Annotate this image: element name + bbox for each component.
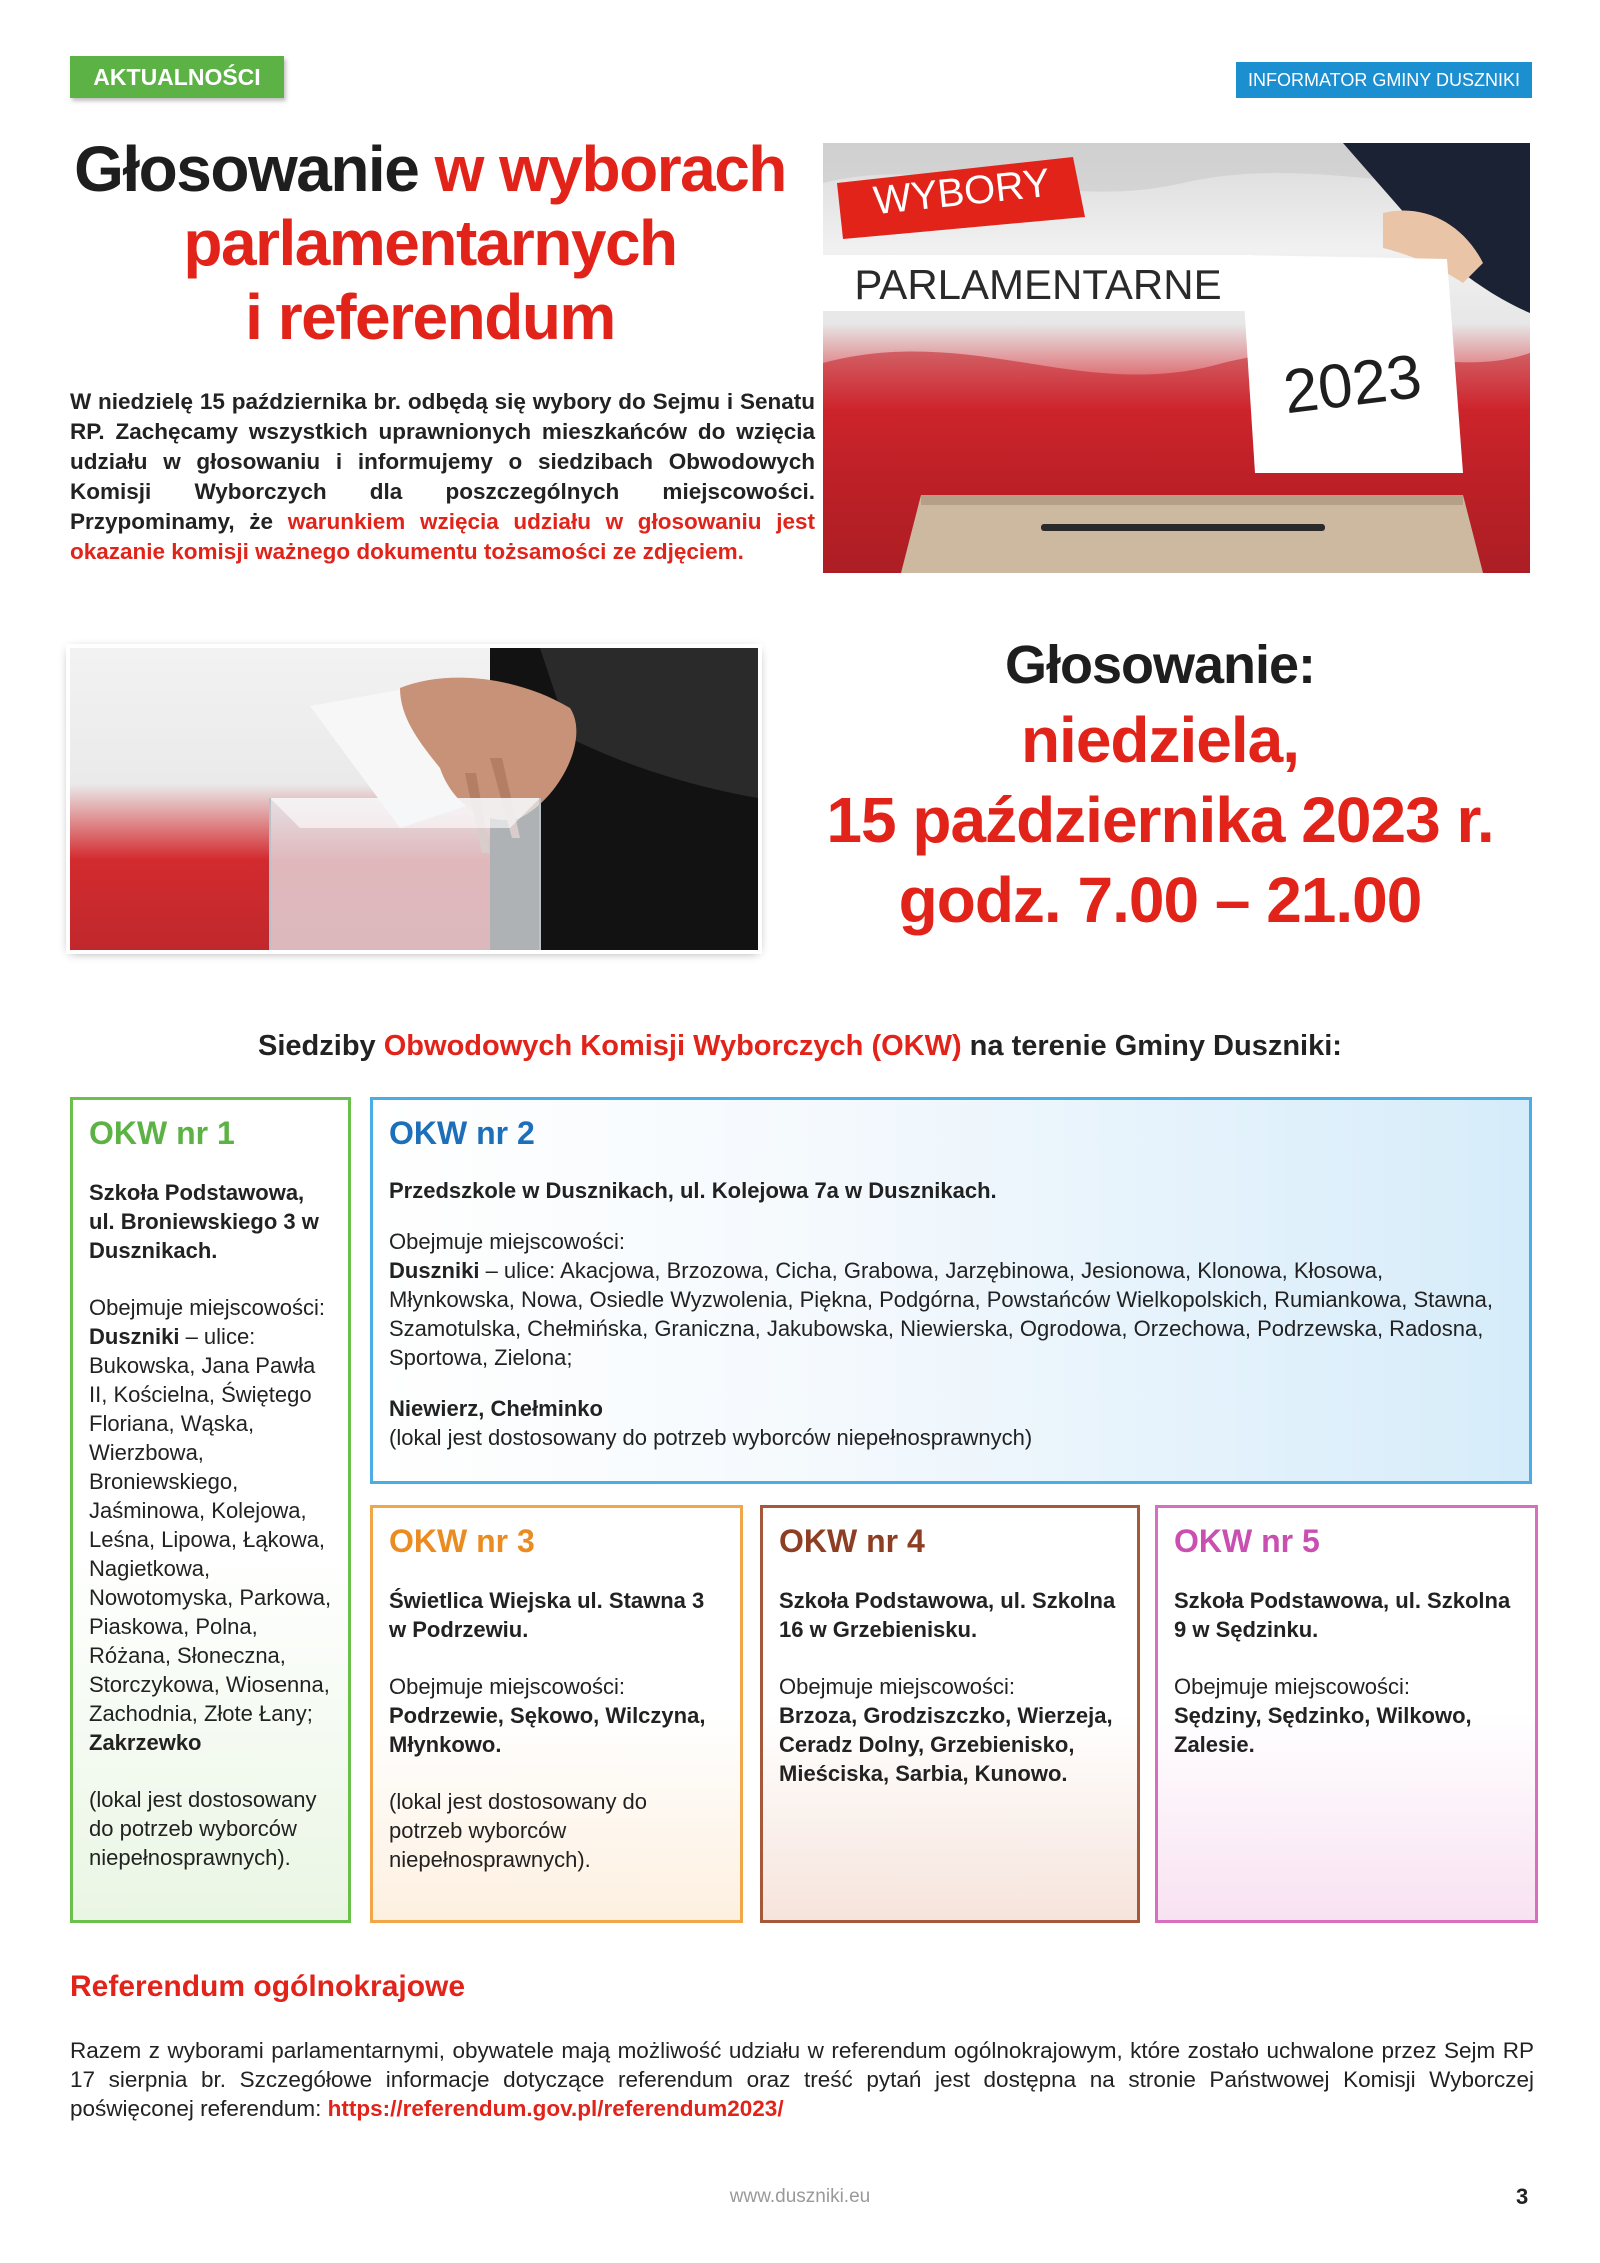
okw-box-3 — [370, 1505, 743, 1923]
okw-box-2 — [370, 1097, 1532, 1484]
okw-2-coverage-extra: Niewierz, Chełminko — [389, 1396, 603, 1421]
okw-box-1 — [70, 1097, 351, 1923]
ballot-box-photo — [70, 648, 758, 950]
okw-1-streets: – ulice: Bukowska, Jana Pawła II, Kościelna, Świętego Floriana, Wąska, Wierzbowa, Broniewskiego, Jaśminowa, Kolejowa, Leśna, Lipowa, Łąkowa, Nagietkowa, Nowotomyska, Parkowa, Piaskowa, Polna, Różana, Słoneczna, Storczykowa, Wiosenna, Zachodnia, Złote Łany; — [89, 1324, 332, 1726]
voting-info — [770, 630, 1550, 940]
ballot-hand-illustration — [70, 648, 758, 950]
banner-line1: WYBORY — [871, 160, 1052, 224]
okw-1-note: (lokal jest dostosowany do potrzeb wyborców niepełnosprawnych). — [89, 1787, 317, 1870]
page-number: 3 — [1516, 2184, 1529, 2209]
okw-1-coverage — [89, 1293, 332, 1757]
section-tag: AKTUALNOŚCI — [70, 56, 284, 98]
referendum-title: Referendum ogólnokrajowe — [70, 1970, 466, 2003]
okw-2-coverage — [389, 1227, 1513, 1372]
referendum-link[interactable]: https://referendum.gov.pl/referendum2023/ — [327, 2096, 784, 2121]
okw-5-name: OKW nr 5 — [1174, 1523, 1320, 1559]
title-red-1: w wyborach — [434, 133, 786, 205]
title-black: Głosowanie — [74, 133, 419, 205]
okw-1-coverage-main: Duszniki — [89, 1324, 180, 1349]
okw-1-coverage-extra: Zakrzewko — [89, 1730, 202, 1755]
referendum-paragraph — [70, 2036, 1534, 2123]
okw-3-note: (lokal jest dostosowany do potrzeb wyborców niepełnosprawnych). — [389, 1789, 648, 1872]
voting-date: 15 października 2023 r. — [826, 784, 1494, 856]
okw-box-4 — [760, 1505, 1140, 1923]
footer-url[interactable]: www.duszniki.eu — [729, 2186, 871, 2207]
stations-title-part2: na terenie Gminy Duszniki: — [961, 1030, 1342, 1062]
intro-paragraph — [70, 387, 815, 567]
voting-hours: godz. 7.00 – 21.00 — [898, 864, 1422, 936]
voting-day: niedziela, — [1020, 704, 1300, 776]
okw-box-5 — [1155, 1505, 1538, 1923]
banner-line2: PARLAMENTARNE — [854, 261, 1222, 308]
okw-5-coverage — [1174, 1672, 1519, 1759]
okw-4-coverage — [779, 1672, 1121, 1788]
okw-4-name: OKW nr 4 — [779, 1523, 925, 1559]
okw-2-extra — [389, 1394, 1513, 1452]
publication-tag: INFORMATOR GMINY DUSZNIKI — [1236, 62, 1532, 98]
okw-1-address: Szkoła Podstawowa, ul. Broniewskiego 3 w Dusznikach. — [89, 1180, 319, 1263]
okw-3-coverage — [389, 1672, 724, 1759]
okw-1-coverage-label: Obejmuje miejscowości: — [89, 1295, 325, 1320]
okw-3-coverage-label: Obejmuje miejscowości: — [389, 1674, 625, 1699]
okw-2-coverage-main: Duszniki — [389, 1258, 480, 1283]
okw-3-name: OKW nr 3 — [389, 1523, 535, 1559]
okw-5-coverage-main: Sędziny, Sędzinko, Wilkowo, Zalesie. — [1174, 1703, 1472, 1757]
okw-2-streets: – ulice: Akacjowa, Brzozowa, Cicha, Grabowa, Jarzębinowa, Jesionowa, Klonowa, Kłosowa, Młynkowska, Nowa, Osiedle Wyzwolenia, Piękna, Podgórna, Powstańców Wielkopolskich, Rumiankowa, Stawna, Szamotulska, Chełmińska, Graniczna, Jakubowska, Niewierska, Ogrodowa, Orzechowa, Podrzewska, Radosna, Sportowa, Zielona; — [389, 1258, 1493, 1370]
okw-2-address: Przedszkole w Dusznikach, ul. Kolejowa 7a w Dusznikach. — [389, 1178, 997, 1203]
okw-3-coverage-main: Podrzewie, Sękowo, Wilczyna, Młynkowo. — [389, 1703, 706, 1757]
voting-label: Głosowanie: — [1004, 635, 1316, 695]
article-title — [60, 132, 800, 354]
okw-3-address: Świetlica Wiejska ul. Stawna 3 w Podrzewiu. — [389, 1588, 705, 1642]
title-red-2: parlamentarnych — [183, 207, 677, 279]
okw-4-coverage-main: Brzoza, Grodziszczko, Wierzeja, Ceradz Dolny, Grzebienisko, Mieściska, Sarbia, Kunowo. — [779, 1703, 1113, 1786]
stations-section-title — [0, 1030, 1600, 1063]
intro-highlight: warunkiem wzięcia udziału w głosowaniu jest okazanie komisji ważnego dokumentu tożsamości ze zdjęciem. — [70, 509, 815, 564]
okw-1-name: OKW nr 1 — [89, 1115, 235, 1151]
okw-2-coverage-label: Obejmuje miejscowości: — [389, 1229, 625, 1254]
intro-text: W niedzielę 15 października br. odbędą się wybory do Sejmu i Senatu RP. Zachęcamy wszystkich uprawnionych mieszkańców do wzięcia udziału w głosowaniu i informujemy o siedzibach Obwodowych Komisji Wyborczych dla poszczególnych miejscowości. Przypominamy, że — [70, 389, 815, 534]
stations-title-part1: Siedziby — [258, 1030, 384, 1062]
okw-4-address: Szkoła Podstawowa, ul. Szkolna 16 w Grzebienisku. — [779, 1588, 1116, 1642]
election-banner-photo — [823, 143, 1530, 573]
stations-title-highlight: Obwodowych Komisji Wyborczych (OKW) — [383, 1030, 962, 1062]
banner-year: 2023 — [1279, 342, 1426, 428]
referendum-text: Razem z wyborami parlamentarnymi, obywatele mają możliwość udziału w referendum ogólnokrajowym, które zostało uchwalone przez Sejm RP 17 sierpnia br. Szczegółowe informacje dotyczące referendum oraz treść pytań jest dostępna na stronie Państwowej Komisji Wyborczej poświęconej referendum: — [70, 2038, 1534, 2121]
okw-2-note: (lokal jest dostosowany do potrzeb wyborców niepełnosprawnych) — [389, 1425, 1033, 1450]
election-banner-illustration — [823, 143, 1530, 573]
okw-4-coverage-label: Obejmuje miejscowości: — [779, 1674, 1015, 1699]
okw-5-coverage-label: Obejmuje miejscowości: — [1174, 1674, 1410, 1699]
okw-2-name: OKW nr 2 — [389, 1115, 535, 1151]
okw-5-address: Szkoła Podstawowa, ul. Szkolna 9 w Sędzinku. — [1174, 1588, 1511, 1642]
title-red-3: i referendum — [245, 281, 615, 353]
